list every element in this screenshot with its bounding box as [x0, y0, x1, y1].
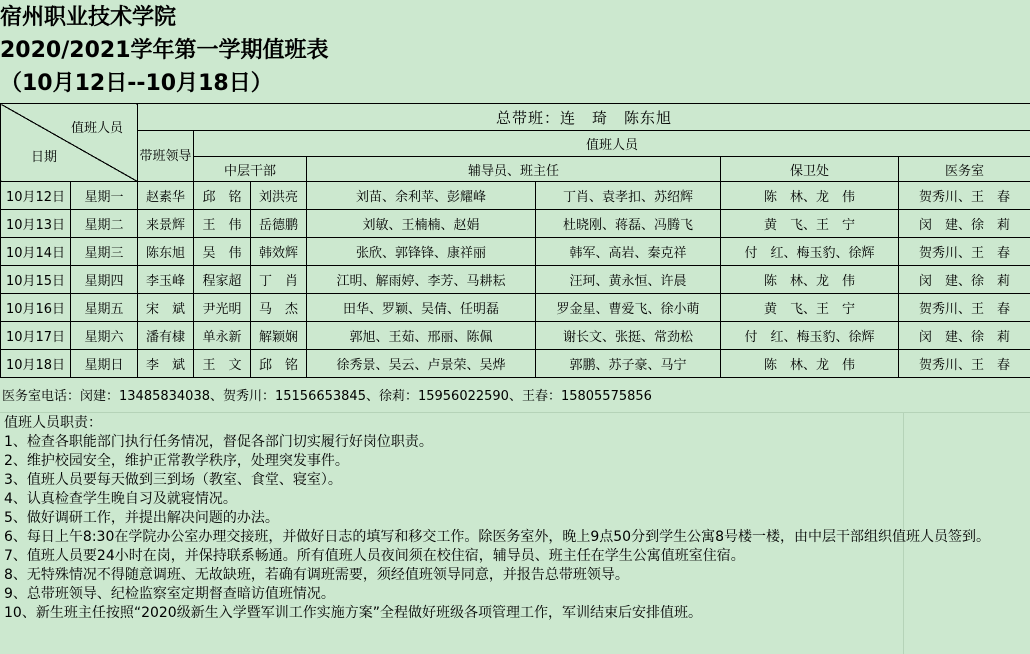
leader-cell: 李 斌 — [138, 350, 194, 378]
counselor-cell: 刘敏、王楠楠、赵娟 — [307, 210, 536, 238]
middle-cadre-cell: 尹光明 — [194, 294, 251, 322]
leader-cell: 潘有棣 — [138, 322, 194, 350]
table-row — [1, 266, 1030, 294]
security-cell: 黄 飞、王 宁 — [721, 210, 899, 238]
middle-cadre-cell: 邱 铭 — [251, 350, 307, 378]
leader-cell: 赵素华 — [138, 182, 194, 210]
medical-cell: 贺秀川、王 春 — [899, 182, 1030, 210]
medical-header: 医务室 — [899, 157, 1030, 182]
duty-item: 8、无特殊情况不得随意调班、无故缺班，若确有调班需要，须经值班领导同意，并报告总带班领导。 — [4, 567, 629, 583]
counselor-cell: 刘苗、余利苹、彭耀峰 — [307, 182, 536, 210]
table-row — [1, 238, 1030, 266]
medical-cell: 贺秀川、王 春 — [899, 350, 1030, 378]
counselor-cell: 田华、罗颖、吴倩、任明磊 — [307, 294, 536, 322]
counselor-cell: 郭旭、王茹、邢丽、陈佩 — [307, 322, 536, 350]
duty-item: 10、新生班主任按照“2020级新生入学暨军训工作实施方案”全程做好班级各项管理工作，军训结束后安排值班。 — [4, 605, 702, 621]
leader-cell: 李玉峰 — [138, 266, 194, 294]
duty-item: 1、检查各职能部门执行任务情况，督促各部门切实履行好岗位职责。 — [4, 434, 433, 450]
medical-cell: 闵 建、徐 莉 — [899, 322, 1030, 350]
weekday-cell: 星期四 — [71, 266, 138, 294]
middle-cadre-cell: 韩效辉 — [251, 238, 307, 266]
middle-cadre-cell: 吴 伟 — [194, 238, 251, 266]
date-cell: 10月15日 — [1, 266, 71, 294]
medical-cell: 贺秀川、王 春 — [899, 294, 1030, 322]
schedule-title: 2020/2021学年第一学期值班表 — [0, 38, 329, 63]
table-row — [1, 322, 1030, 350]
security-cell: 付 红、梅玉豹、徐辉 — [721, 238, 899, 266]
middle-cadre-cell: 岳德鹏 — [251, 210, 307, 238]
counselor-cell: 郭鹏、苏子豪、马宁 — [536, 350, 721, 378]
middle-cadre-header: 中层干部 — [194, 157, 307, 182]
middle-cadre-cell: 邱 铭 — [194, 182, 251, 210]
counselor-cell: 谢长文、张挺、常劲松 — [536, 322, 721, 350]
header-row-2 — [1, 131, 1030, 157]
counselor-cell: 丁肖、袁孝扣、苏绍辉 — [536, 182, 721, 210]
table-row — [1, 350, 1030, 378]
counselor-cell: 汪珂、黄永恒、许晨 — [536, 266, 721, 294]
middle-cadre-cell: 解颖娴 — [251, 322, 307, 350]
leader-cell: 陈东旭 — [138, 238, 194, 266]
counselor-cell: 张欣、郭锋锋、康祥丽 — [307, 238, 536, 266]
security-cell: 付 红、梅玉豹、徐辉 — [721, 322, 899, 350]
leader-column-header: 带班领导 — [138, 131, 194, 182]
counselor-cell: 韩军、高岩、秦克祥 — [536, 238, 721, 266]
date-cell: 10月13日 — [1, 210, 71, 238]
security-cell: 陈 林、龙 伟 — [721, 182, 899, 210]
date-cell: 10月16日 — [1, 294, 71, 322]
duty-item: 2、维护校园安全，维护正常教学秩序，处理突发事件。 — [4, 453, 349, 469]
duty-item: 6、每日上午8:30在学院办公室办理交接班，并做好日志的填写和移交工作。除医务室外，晚上9点50分到学生公寓8号楼一楼，由中层干部组织值班人员签到。 — [4, 529, 990, 545]
middle-cadre-cell: 丁 肖 — [251, 266, 307, 294]
duty-roster-table — [0, 103, 1030, 378]
diagonal-header-cell — [1, 104, 138, 182]
duty-item: 9、总带班领导、纪检监察室定期督查暗访值班情况。 — [4, 586, 335, 602]
counselor-cell: 江明、解雨婷、李芳、马耕耘 — [307, 266, 536, 294]
date-axis-label: 日期 — [31, 150, 58, 165]
weekday-cell: 星期二 — [71, 210, 138, 238]
table-row — [1, 182, 1030, 210]
duty-item: 5、做好调研工作，并提出解决问题的办法。 — [4, 510, 279, 526]
medical-cell: 贺秀川、王 春 — [899, 238, 1030, 266]
middle-cadre-cell: 刘洪亮 — [251, 182, 307, 210]
weekday-cell: 星期六 — [71, 322, 138, 350]
counselor-cell: 杜晓刚、蒋磊、冯腾飞 — [536, 210, 721, 238]
weekday-cell: 星期三 — [71, 238, 138, 266]
weekday-cell: 星期一 — [71, 182, 138, 210]
duties-title: 值班人员职责： — [4, 415, 102, 431]
leader-cell: 来景辉 — [138, 210, 194, 238]
duties-section — [4, 414, 1026, 623]
date-cell: 10月18日 — [1, 350, 71, 378]
security-cell: 陈 林、龙 伟 — [721, 266, 899, 294]
date-cell: 10月14日 — [1, 238, 71, 266]
security-cell: 黄 飞、王 宁 — [721, 294, 899, 322]
security-cell: 陈 林、龙 伟 — [721, 350, 899, 378]
chief-duty-leader: 总带班：连 琦 陈东旭 — [138, 104, 1030, 131]
header-row-1 — [1, 104, 1030, 131]
school-name: 宿州职业技术学院 — [0, 5, 177, 30]
duty-item: 3、值班人员要每天做到三到场（教室、食堂、寝室）。 — [4, 472, 342, 488]
duty-staff-group-header: 值班人员 — [194, 131, 1030, 157]
duty-item: 4、认真检查学生晚自习及就寝情况。 — [4, 491, 237, 507]
date-cell: 10月12日 — [1, 182, 71, 210]
medical-phone-line: 医务室电话：闵建：13485834038、贺秀川：15156653845、徐莉：15956022590、王春：15805575856 — [2, 389, 652, 404]
counselor-cell: 罗金星、曹爱飞、徐小萌 — [536, 294, 721, 322]
middle-cadre-cell: 马 杰 — [251, 294, 307, 322]
table-row — [1, 294, 1030, 322]
table-row — [1, 210, 1030, 238]
leader-cell: 宋 斌 — [138, 294, 194, 322]
counselor-header: 辅导员、班主任 — [307, 157, 721, 182]
medical-cell: 闵 建、徐 莉 — [899, 266, 1030, 294]
date-range: （10月12日--10月18日） — [0, 71, 273, 96]
security-header: 保卫处 — [721, 157, 899, 182]
duty-item: 7、值班人员要24小时在岗，并保持联系畅通。所有值班人员夜间须在校住宿，辅导员、班主任在学生公寓值班室住宿。 — [4, 548, 745, 564]
roster-body — [1, 182, 1030, 378]
date-cell: 10月17日 — [1, 322, 71, 350]
weekday-cell: 星期五 — [71, 294, 138, 322]
medical-cell: 闵 建、徐 莉 — [899, 210, 1030, 238]
counselor-cell: 徐秀景、吴云、卢景荣、吴烨 — [307, 350, 536, 378]
middle-cadre-cell: 单永新 — [194, 322, 251, 350]
middle-cadre-cell: 程家超 — [194, 266, 251, 294]
middle-cadre-cell: 王 伟 — [194, 210, 251, 238]
middle-cadre-cell: 王 文 — [194, 350, 251, 378]
duty-staff-axis-label: 值班人员 — [70, 121, 123, 136]
weekday-cell: 星期日 — [71, 350, 138, 378]
